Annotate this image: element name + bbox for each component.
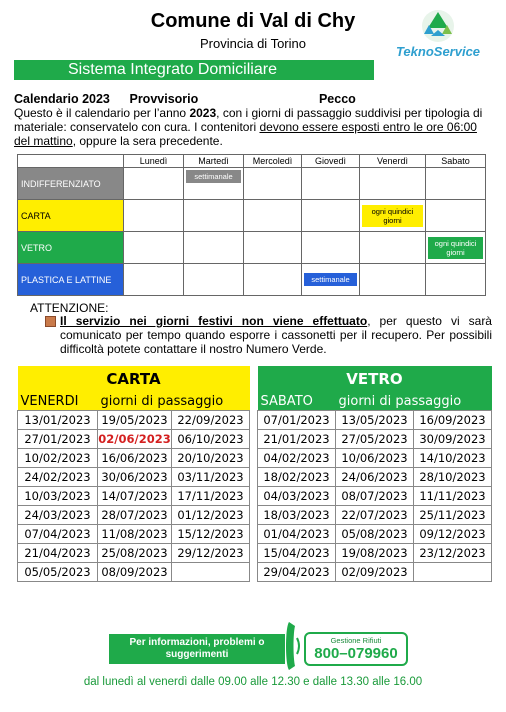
date-row <box>18 487 250 506</box>
attention-holidays: Il servizio nei giorni festivi non viene effettuato <box>60 314 368 328</box>
day-header: Giovedì <box>302 155 360 168</box>
empty-cell <box>244 264 302 296</box>
date-cell: 18/03/2023 <box>258 506 336 525</box>
date-row <box>18 411 250 430</box>
empty-cell <box>302 232 360 264</box>
carta-day: VENERDI <box>18 392 98 411</box>
collection-tag <box>302 264 360 296</box>
empty-cell <box>244 232 302 264</box>
day-header: Lunedì <box>124 155 184 168</box>
date-cell: 29/12/2023 <box>172 544 250 563</box>
date-cell: 21/01/2023 <box>258 430 336 449</box>
empty-cell <box>184 232 244 264</box>
date-cell: 19/05/2023 <box>98 411 172 430</box>
date-cell: 17/11/2023 <box>172 487 250 506</box>
intro-deadline: devono essere esposti entro le ore 06:00 del mattino <box>14 120 477 148</box>
date-cell: 16/09/2023 <box>414 411 492 430</box>
date-cell: 02/09/2023 <box>336 563 414 582</box>
date-row <box>258 430 492 449</box>
vetro-sub: giorni di passaggio <box>336 392 492 411</box>
date-cell: 15/04/2023 <box>258 544 336 563</box>
schedule-row <box>18 264 486 296</box>
date-cell: 11/08/2023 <box>98 525 172 544</box>
empty-cell <box>426 200 486 232</box>
date-row <box>18 430 250 449</box>
calendar-label: Calendario 2023 <box>14 92 110 106</box>
page-title: Comune di Val di Chy <box>150 10 356 32</box>
date-row <box>258 525 492 544</box>
date-cell: 15/12/2023 <box>172 525 250 544</box>
schedule-row <box>18 168 486 200</box>
carta-sub: giorni di passaggio <box>98 392 250 411</box>
date-row <box>258 411 492 430</box>
empty-cell <box>244 200 302 232</box>
date-cell <box>414 563 492 582</box>
date-cell: 10/02/2023 <box>18 449 98 468</box>
date-cell: 05/08/2023 <box>336 525 414 544</box>
date-cell: 27/01/2023 <box>18 430 98 449</box>
date-cell: 07/01/2023 <box>258 411 336 430</box>
intro-text: , con i giorni di passaggio suddivisi per tipologia di materiale: conservatelo con cura. I contenitori <box>14 106 483 134</box>
material-label: VETRO <box>18 232 124 264</box>
day-header: Mercoledì <box>244 155 302 168</box>
date-row <box>18 525 250 544</box>
date-row <box>18 506 250 525</box>
service-banner: Sistema Integrato Domiciliare <box>14 60 374 80</box>
date-cell: 13/05/2023 <box>336 411 414 430</box>
calendar-status: Provvisorio <box>129 92 199 106</box>
date-cell: 22/07/2023 <box>336 506 414 525</box>
calendar-place: Pecco <box>318 92 356 106</box>
intro-text: Questo è il calendario per l’anno <box>14 106 190 120</box>
toll-free-number[interactable]: 800–079960 <box>314 645 398 662</box>
date-cell: 30/09/2023 <box>414 430 492 449</box>
date-cell: 28/07/2023 <box>98 506 172 525</box>
empty-cell <box>360 232 426 264</box>
frequency-tag: ogni quindici giorni <box>428 237 483 259</box>
date-row <box>258 563 492 582</box>
empty-cell <box>360 168 426 200</box>
office-hours: dal lunedì al venerdì dalle 09.00 alle 12.30 e dalle 13.30 alle 16.00 <box>83 676 423 688</box>
page-subtitle: Provincia di Torino <box>200 36 306 51</box>
date-cell: 10/06/2023 <box>336 449 414 468</box>
empty-cell <box>426 168 486 200</box>
schedule-row <box>18 232 486 264</box>
collection-tag <box>426 232 486 264</box>
date-row <box>18 544 250 563</box>
date-cell: 21/04/2023 <box>18 544 98 563</box>
empty-cell <box>124 232 184 264</box>
day-header: Sabato <box>426 155 486 168</box>
date-row <box>258 506 492 525</box>
date-cell: 04/02/2023 <box>258 449 336 468</box>
info-box: Per informazioni, problemi o suggerimenti <box>109 634 285 664</box>
vetro-title: VETRO <box>258 366 492 392</box>
weekly-schedule-table <box>17 154 486 296</box>
date-cell: 25/08/2023 <box>98 544 172 563</box>
date-cell: 16/06/2023 <box>98 449 172 468</box>
date-cell: 01/04/2023 <box>258 525 336 544</box>
date-cell: 13/01/2023 <box>18 411 98 430</box>
frequency-tag: settimanale <box>304 273 357 286</box>
date-cell: 11/11/2023 <box>414 487 492 506</box>
calendar-heading <box>14 92 356 106</box>
date-row <box>18 563 250 582</box>
date-cell: 06/10/2023 <box>172 430 250 449</box>
attention-title: ATTENZIONE: <box>30 301 109 315</box>
date-cell: 24/06/2023 <box>336 468 414 487</box>
toll-free-box[interactable] <box>304 632 408 666</box>
date-cell: 01/12/2023 <box>172 506 250 525</box>
date-cell: 30/06/2023 <box>98 468 172 487</box>
date-cell: 09/12/2023 <box>414 525 492 544</box>
date-row <box>18 449 250 468</box>
date-cell: 20/10/2023 <box>172 449 250 468</box>
date-row <box>258 468 492 487</box>
empty-cell <box>124 264 184 296</box>
gestione-label: Gestione Rifiuti <box>330 636 382 645</box>
attention-text <box>60 314 492 356</box>
empty-cell <box>302 200 360 232</box>
date-cell: 29/04/2023 <box>258 563 336 582</box>
carta-title: CARTA <box>18 366 250 392</box>
date-cell: 04/03/2023 <box>258 487 336 506</box>
attention-rest: , per questo vi sarà comunicato per tempo quando esporre i cassonetti per il recupero. Per possibili difficoltà potete contattare il nostro Numero Verde. <box>60 314 492 356</box>
frequency-tag: ogni quindici giorni <box>362 205 423 227</box>
date-cell: 25/11/2023 <box>414 506 492 525</box>
intro-year: 2023 <box>189 106 217 120</box>
date-cell: 24/03/2023 <box>18 506 98 525</box>
date-row <box>258 449 492 468</box>
vetro-dates-table <box>257 366 492 582</box>
date-cell: 22/09/2023 <box>172 411 250 430</box>
date-cell: 03/11/2023 <box>172 468 250 487</box>
date-cell: 02/06/2023 <box>98 430 172 449</box>
empty-cell <box>124 200 184 232</box>
vetro-day: SABATO <box>258 392 336 411</box>
date-cell: 19/08/2023 <box>336 544 414 563</box>
date-cell: 10/03/2023 <box>18 487 98 506</box>
schedule-corner <box>18 155 124 168</box>
date-cell: 05/05/2023 <box>18 563 98 582</box>
phone-icon <box>283 620 305 672</box>
collection-tag <box>184 168 244 200</box>
date-cell <box>172 563 250 582</box>
bullet-icon <box>45 316 56 327</box>
empty-cell <box>184 200 244 232</box>
date-cell: 08/07/2023 <box>336 487 414 506</box>
date-cell: 27/05/2023 <box>336 430 414 449</box>
empty-cell <box>426 264 486 296</box>
intro-text: , oppure la sera precedente. <box>72 134 223 148</box>
date-row <box>258 487 492 506</box>
empty-cell <box>124 168 184 200</box>
collection-tag <box>360 200 426 232</box>
material-label: CARTA <box>18 200 124 232</box>
empty-cell <box>184 264 244 296</box>
date-cell: 08/09/2023 <box>98 563 172 582</box>
date-cell: 23/12/2023 <box>414 544 492 563</box>
date-row <box>18 468 250 487</box>
date-cell: 28/10/2023 <box>414 468 492 487</box>
date-cell: 18/02/2023 <box>258 468 336 487</box>
frequency-tag: settimanale <box>186 170 241 183</box>
logo-text: TeknoService <box>395 44 481 59</box>
intro-paragraph <box>14 106 492 148</box>
empty-cell <box>302 168 360 200</box>
date-row <box>258 544 492 563</box>
date-cell: 24/02/2023 <box>18 468 98 487</box>
schedule-row <box>18 200 486 232</box>
day-header: Martedì <box>184 155 244 168</box>
material-label: INDIFFERENZIATO <box>18 168 124 200</box>
date-cell: 14/10/2023 <box>414 449 492 468</box>
carta-dates-table <box>17 366 250 582</box>
empty-cell <box>244 168 302 200</box>
empty-cell <box>360 264 426 296</box>
date-cell: 07/04/2023 <box>18 525 98 544</box>
date-cell: 14/07/2023 <box>98 487 172 506</box>
material-label: PLASTICA E LATTINE <box>18 264 124 296</box>
day-header: Venerdì <box>360 155 426 168</box>
